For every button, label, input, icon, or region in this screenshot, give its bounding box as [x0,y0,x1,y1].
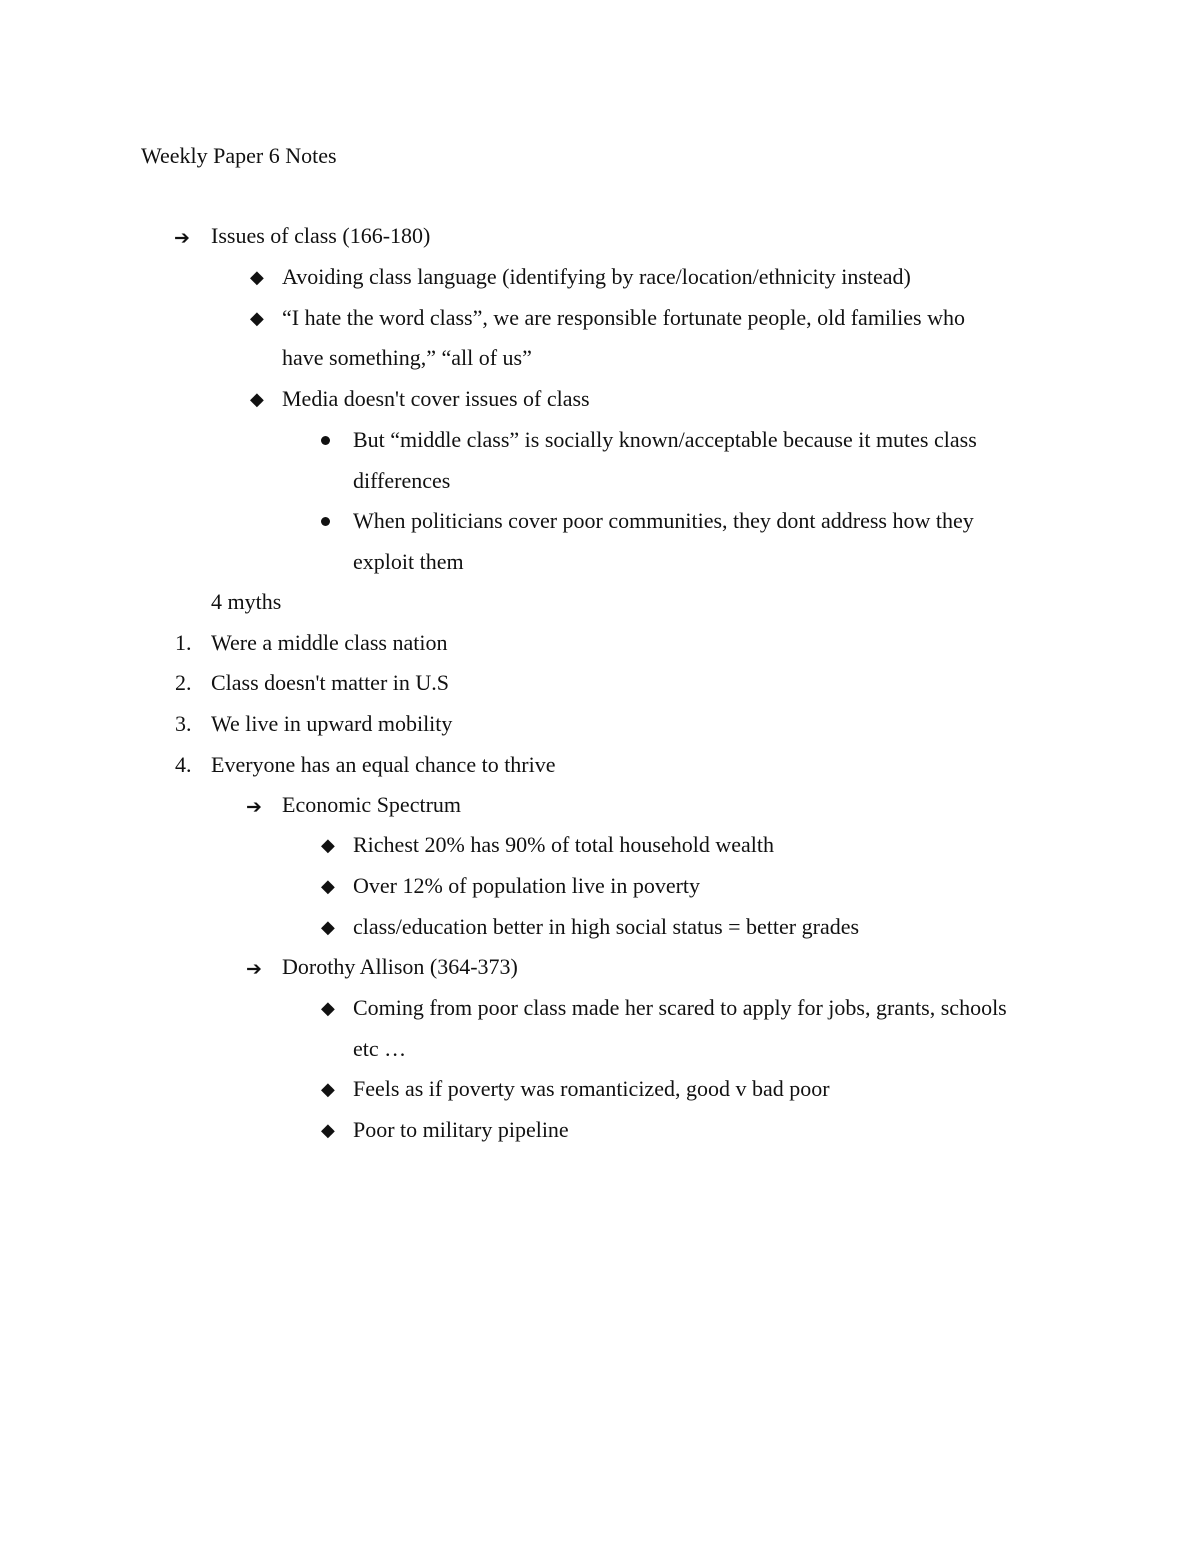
circle-bullet-icon [321,436,330,445]
document-title: Weekly Paper 6 Notes [141,143,337,168]
list-item-continuation: have something,” “all of us” [282,345,532,370]
arrow-bullet-icon: ➔ [246,796,262,818]
diamond-bullet-icon: ◆ [321,998,335,1019]
list-item: class/education better in high social status = better grades [353,914,860,939]
diamond-bullet-icon: ◆ [321,1079,335,1100]
list-item: Poor to military pipeline [353,1117,569,1142]
list-item: Over 12% of population live in poverty [353,873,701,898]
sub-list-item-continuation: differences [353,468,451,493]
sub-list-item-continuation: exploit them [353,549,464,574]
list-item: Richest 20% has 90% of total household wealth [353,832,774,857]
numbered-list-item: We live in upward mobility [211,711,453,736]
list-number: 3. [175,711,192,736]
diamond-bullet-icon: ◆ [250,267,264,288]
section-heading-issues-of-class: Issues of class (166-180) [211,223,431,248]
list-item: “I hate the word class”, we are responsible fortunate people, old families who [282,305,965,330]
diamond-bullet-icon: ◆ [250,389,264,410]
numbered-list-item: Everyone has an equal chance to thrive [211,752,556,777]
circle-bullet-icon [321,517,330,526]
list-number: 4. [175,752,192,777]
numbered-list-item: Class doesn't matter in U.S [211,670,450,695]
list-number: 1. [175,630,192,655]
diamond-bullet-icon: ◆ [250,308,264,329]
diamond-bullet-icon: ◆ [321,917,335,938]
diamond-bullet-icon: ◆ [321,876,335,897]
list-item: Avoiding class language (identifying by race/location/ethnicity instead) [282,264,911,289]
list-number: 2. [175,670,192,695]
myths-label: 4 myths [211,589,282,614]
arrow-bullet-icon: ➔ [246,958,262,980]
sub-list-item: When politicians cover poor communities, they dont address how they [353,508,974,533]
sub-list-item: But “middle class” is socially known/acceptable because it mutes class [353,427,977,452]
arrow-bullet-icon: ➔ [174,227,190,249]
list-item: Coming from poor class made her scared to apply for jobs, grants, schools [353,995,1007,1020]
section-heading-economic-spectrum: Economic Spectrum [282,792,462,817]
numbered-list-item: Were a middle class nation [211,630,448,655]
diamond-bullet-icon: ◆ [321,1120,335,1141]
section-heading-dorothy-allison: Dorothy Allison (364-373) [282,954,518,979]
list-item: Feels as if poverty was romanticized, good v bad poor [353,1076,830,1101]
list-item: Media doesn't cover issues of class [282,386,590,411]
diamond-bullet-icon: ◆ [321,835,335,856]
list-item-continuation: etc … [353,1036,407,1061]
